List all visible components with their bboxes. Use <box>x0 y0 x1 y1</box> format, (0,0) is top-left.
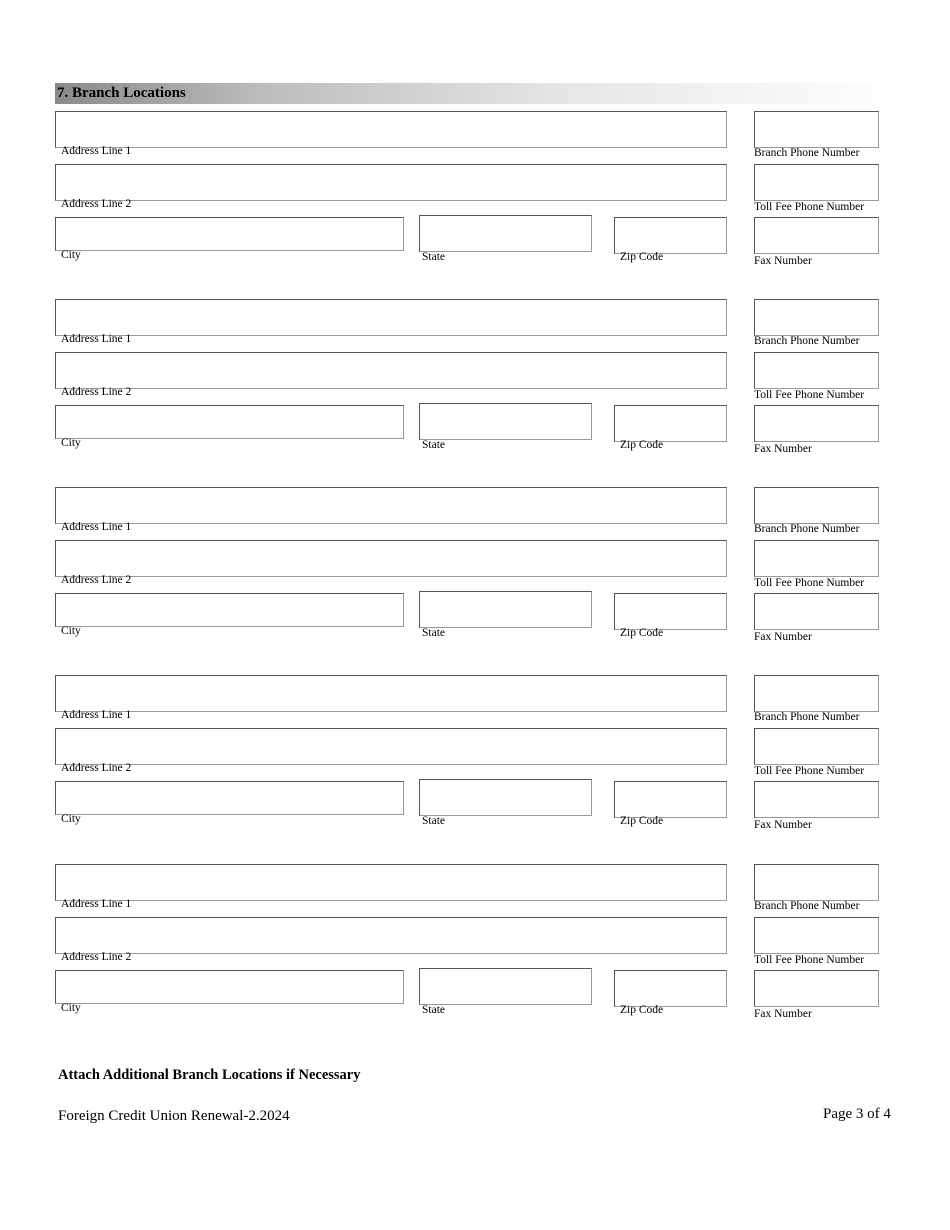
branch-location-block <box>0 486 950 656</box>
toll-free-phone-label: Toll Fee Phone Number <box>754 765 865 777</box>
address-line-2-label: Address Line 2 <box>61 762 132 774</box>
toll-free-phone-label: Toll Fee Phone Number <box>754 201 865 213</box>
toll-free-phone-field[interactable] <box>754 728 879 765</box>
state-label: State <box>422 627 445 639</box>
address-line-2-field[interactable] <box>55 164 727 201</box>
section-title: 7. Branch Locations <box>57 85 186 101</box>
fax-number-label: Fax Number <box>754 255 812 267</box>
address-line-2-label: Address Line 2 <box>61 386 132 398</box>
zip-code-field[interactable] <box>614 405 727 442</box>
fax-number-field[interactable] <box>754 781 879 818</box>
state-label: State <box>422 251 445 263</box>
address-line-2-field[interactable] <box>55 917 727 954</box>
fax-number-field[interactable] <box>754 217 879 254</box>
fax-number-label: Fax Number <box>754 1008 812 1020</box>
branch-phone-label: Branch Phone Number <box>754 335 860 347</box>
city-field[interactable] <box>55 970 404 1004</box>
branch-phone-field[interactable] <box>754 111 879 148</box>
branch-phone-field[interactable] <box>754 864 879 901</box>
state-field[interactable] <box>419 779 592 816</box>
city-label: City <box>61 625 81 637</box>
address-line-2-field[interactable] <box>55 728 727 765</box>
branch-location-block <box>0 863 950 1033</box>
city-field[interactable] <box>55 593 404 627</box>
zip-code-label: Zip Code <box>620 815 664 827</box>
zip-code-field[interactable] <box>614 217 727 254</box>
state-label: State <box>422 815 445 827</box>
zip-code-field[interactable] <box>614 593 727 630</box>
page-number: Page 3 of 4 <box>823 1106 891 1122</box>
address-line-1-label: Address Line 1 <box>61 333 132 345</box>
address-line-2-label: Address Line 2 <box>61 574 132 586</box>
city-label: City <box>61 249 81 261</box>
address-line-2-field[interactable] <box>55 540 727 577</box>
zip-code-label: Zip Code <box>620 439 664 451</box>
address-line-2-label: Address Line 2 <box>61 198 132 210</box>
address-line-1-field[interactable] <box>55 487 727 524</box>
toll-free-phone-field[interactable] <box>754 540 879 577</box>
address-line-1-field[interactable] <box>55 299 727 336</box>
city-field[interactable] <box>55 217 404 251</box>
fax-number-field[interactable] <box>754 405 879 442</box>
toll-free-phone-field[interactable] <box>754 352 879 389</box>
state-field[interactable] <box>419 968 592 1005</box>
address-line-2-field[interactable] <box>55 352 727 389</box>
address-line-1-field[interactable] <box>55 111 727 148</box>
zip-code-label: Zip Code <box>620 251 664 263</box>
branch-location-block <box>0 674 950 844</box>
address-line-1-label: Address Line 1 <box>61 521 132 533</box>
address-line-1-label: Address Line 1 <box>61 709 132 721</box>
address-line-1-field[interactable] <box>55 864 727 901</box>
zip-code-field[interactable] <box>614 970 727 1007</box>
fax-number-label: Fax Number <box>754 443 812 455</box>
address-line-1-label: Address Line 1 <box>61 898 132 910</box>
zip-code-field[interactable] <box>614 781 727 818</box>
form-name: Foreign Credit Union Renewal-2.2024 <box>58 1108 290 1124</box>
fax-number-label: Fax Number <box>754 819 812 831</box>
address-line-2-label: Address Line 2 <box>61 951 132 963</box>
state-label: State <box>422 439 445 451</box>
fax-number-field[interactable] <box>754 593 879 630</box>
additional-branches-note: Attach Additional Branch Locations if Necessary <box>58 1067 361 1083</box>
city-field[interactable] <box>55 781 404 815</box>
toll-free-phone-label: Toll Fee Phone Number <box>754 954 865 966</box>
city-field[interactable] <box>55 405 404 439</box>
toll-free-phone-field[interactable] <box>754 164 879 201</box>
branch-phone-field[interactable] <box>754 675 879 712</box>
toll-free-phone-label: Toll Fee Phone Number <box>754 577 865 589</box>
zip-code-label: Zip Code <box>620 627 664 639</box>
toll-free-phone-field[interactable] <box>754 917 879 954</box>
city-label: City <box>61 813 81 825</box>
branch-location-block <box>0 298 950 468</box>
city-label: City <box>61 1002 81 1014</box>
toll-free-phone-label: Toll Fee Phone Number <box>754 389 865 401</box>
zip-code-label: Zip Code <box>620 1004 664 1016</box>
state-label: State <box>422 1004 445 1016</box>
branch-phone-label: Branch Phone Number <box>754 900 860 912</box>
section-header <box>55 83 900 104</box>
state-field[interactable] <box>419 591 592 628</box>
branch-phone-label: Branch Phone Number <box>754 523 860 535</box>
address-line-1-label: Address Line 1 <box>61 145 132 157</box>
branch-phone-label: Branch Phone Number <box>754 711 860 723</box>
state-field[interactable] <box>419 403 592 440</box>
branch-phone-field[interactable] <box>754 299 879 336</box>
city-label: City <box>61 437 81 449</box>
state-field[interactable] <box>419 215 592 252</box>
branch-phone-field[interactable] <box>754 487 879 524</box>
fax-number-label: Fax Number <box>754 631 812 643</box>
branch-phone-label: Branch Phone Number <box>754 147 860 159</box>
fax-number-field[interactable] <box>754 970 879 1007</box>
branch-location-block <box>0 110 950 280</box>
address-line-1-field[interactable] <box>55 675 727 712</box>
